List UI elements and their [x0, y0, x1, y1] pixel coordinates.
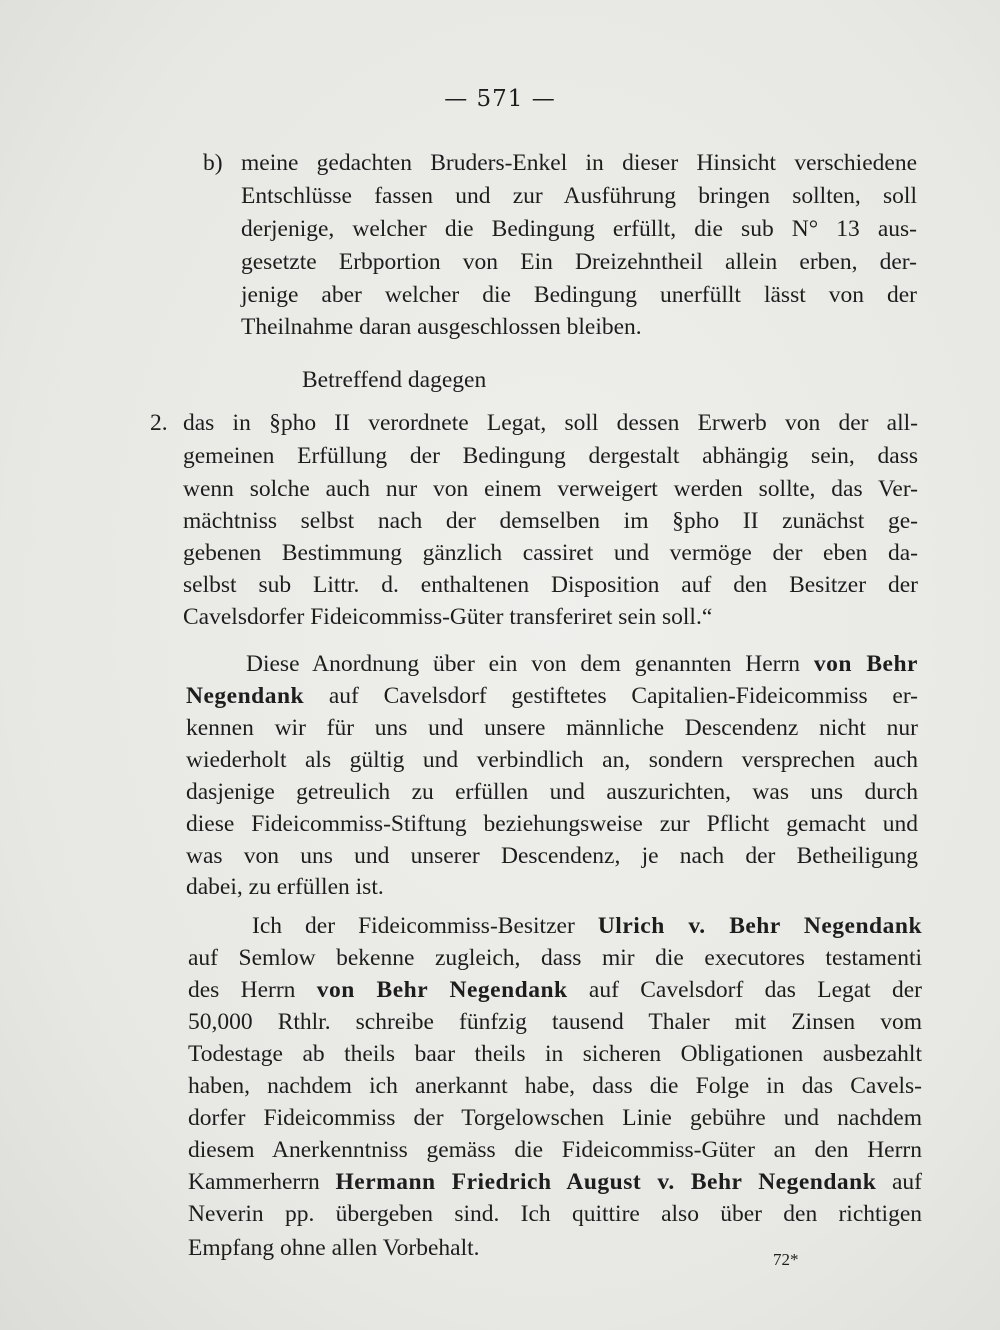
para-2-line: haben, nachdem ich anerkannt habe, dass die Folge in das Cavels- — [188, 1073, 922, 1099]
para-2-line — [252, 910, 922, 943]
para-1-text: Diese Anordnung über ein von dem genannten Herrn — [246, 651, 801, 677]
item-b-line: jenige aber welcher die Bedingung unerfüllt lässt von der — [241, 282, 917, 308]
para-2-line: Empfang ohne allen Vorbehalt. — [188, 1235, 480, 1261]
para-1-line — [186, 680, 918, 713]
section-heading: Betreffend dagegen — [302, 367, 487, 393]
para-2-text: Ich der Fideicommiss-Besitzer — [252, 913, 575, 939]
para-2-line: auf Semlow bekenne zugleich, dass mir die executores testamenti — [188, 945, 922, 971]
item-2-line: gemeinen Erfüllung der Bedingung dergestalt abhängig sein, dass — [183, 443, 918, 469]
para-2-line — [188, 974, 922, 1007]
para-2-text: auf — [892, 1169, 923, 1195]
para-2-name: Hermann Friedrich August v. Behr Negendank — [335, 1169, 877, 1195]
item-b-line: meine gedachten Bruders-Enkel in dieser Hinsicht verschiedene — [241, 150, 917, 176]
para-2-text: des Herrn — [188, 977, 296, 1003]
item-b-label: b) — [203, 150, 223, 176]
item-2-line: das in §pho II verordnete Legat, soll dessen Erwerb von der all- — [183, 410, 918, 436]
item-2-line: selbst sub Littr. d. enthaltenen Disposition auf den Besitzer der — [183, 572, 918, 598]
para-2-name: von Behr Negendank — [316, 977, 568, 1003]
item-2-label: 2. — [150, 410, 168, 436]
para-1-line: dabei, zu erfüllen ist. — [186, 874, 384, 900]
para-2-line — [188, 1166, 922, 1199]
item-b-line: Entschlüsse fassen und zur Ausführung bringen sollten, soll — [241, 183, 917, 209]
sheet-signature-mark: 72* — [773, 1250, 799, 1269]
para-1-line — [246, 648, 918, 681]
page-number: — 571 — — [444, 86, 556, 112]
para-2-text: auf Cavelsdorf das Legat der — [588, 977, 922, 1003]
para-1-text: auf Cavelsdorf gestiftetes Capitalien-Fideicommiss er- — [328, 683, 918, 709]
para-2-text: Kammerherrn — [188, 1169, 320, 1195]
item-2-line: gebenen Bestimmung gänzlich cassiret und vermöge der eben da- — [183, 540, 918, 566]
item-2-line: Cavelsdorfer Fideicommiss-Güter transferiret sein soll.“ — [183, 604, 713, 630]
para-2-line: Neverin pp. übergeben sind. Ich quittire also über den richtigen — [188, 1201, 922, 1227]
para-1-line: was von uns und unserer Descendenz, je nach der Betheiligung — [186, 843, 918, 869]
item-b-line: Theilnahme daran ausgeschlossen bleiben. — [241, 314, 642, 340]
para-1-name: von Behr — [813, 651, 918, 677]
para-2-line: dorfer Fideicommiss der Torgelowschen Linie gebühre und nachdem — [188, 1105, 922, 1131]
para-2-line: diesem Anerkenntniss gemäss die Fideicommiss-Güter an den Herrn — [188, 1137, 922, 1163]
para-2-line: Todestage ab theils baar theils in sicheren Obligationen ausbezahlt — [188, 1041, 922, 1067]
para-2-line: 50,000 Rthlr. schreibe fünfzig tausend Thaler mit Zinsen vom — [188, 1009, 922, 1035]
para-1-line: diese Fideicommiss-Stiftung beziehungsweise zur Pflicht gemacht und — [186, 811, 918, 837]
para-1-line: wiederholt als gültig und verbindlich an, sondern versprechen auch — [186, 747, 918, 773]
para-1-line: kennen wir für uns und unsere männliche Descendenz nicht nur — [186, 715, 918, 741]
item-2-line: wenn solche auch nur von einem verweigert werden sollte, das Ver- — [183, 476, 918, 502]
para-1-line: dasjenige getreulich zu erfüllen und auszurichten, was uns durch — [186, 779, 918, 805]
para-2-name: Ulrich v. Behr Negendank — [597, 913, 923, 939]
para-1-name: Negendank — [186, 683, 305, 709]
item-b-line: derjenige, welcher die Bedingung erfüllt, die sub N° 13 aus- — [241, 216, 917, 242]
item-2-line: mächtniss selbst nach der demselben im §pho II zunächst ge- — [183, 508, 918, 534]
item-b-line: gesetzte Erbportion von Ein Dreizehntheil allein erben, der- — [241, 249, 917, 275]
